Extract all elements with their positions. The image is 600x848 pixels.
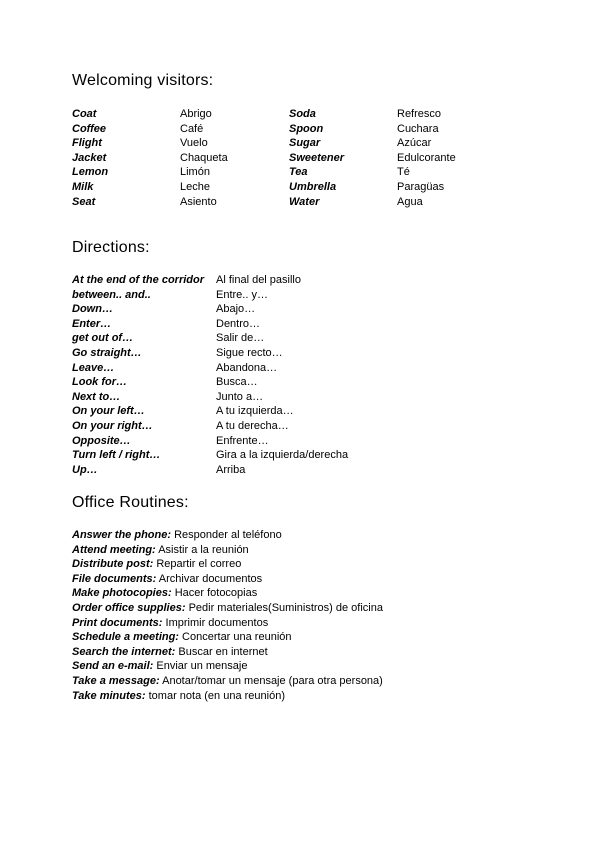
direction-translation: A tu izquierda… [216,405,294,418]
routine-item [72,543,383,558]
welcoming-left-translations [180,107,228,209]
direction-term: between.. and.. [72,288,151,301]
routine-term: Distribute post: [72,558,154,571]
direction-translation: Junto a… [216,390,264,403]
vocab-translation: Asiento [180,195,217,208]
direction-translation: Enfrente… [216,434,269,447]
vocab-translation: Edulcorante [397,151,456,164]
routine-term: Send an e-mail: [72,660,154,673]
vocab-translation: Té [397,166,410,179]
direction-term: Opposite… [72,434,131,447]
direction-term: Up… [72,463,98,476]
vocab-term: Coffee [72,122,107,135]
directions-terms [72,273,204,477]
direction-translation: Sigue recto… [216,346,283,359]
vocab-term: Sweetener [289,151,345,164]
directions-heading: Directions: [72,239,150,256]
direction-translation: Dentro… [216,317,261,330]
direction-term: Leave… [72,361,115,374]
routine-translation: Buscar en internet [178,645,268,658]
direction-translation: Salir de… [216,332,265,345]
direction-term: On your left… [72,405,145,418]
vocab-term: Sugar [289,137,321,150]
directions-translations [216,273,348,477]
routine-term: Take a message: [72,674,160,687]
routine-item [72,674,383,689]
welcoming-right-translations [397,107,456,209]
routine-translation: tomar nota (en una reunión) [148,689,285,702]
routine-translation: Responder al teléfono [174,529,282,541]
vocab-translation: Azúcar [397,137,432,150]
routine-item [72,586,383,601]
direction-term: Go straight… [72,346,142,359]
direction-translation: Gira a la izquierda/derecha [216,449,349,462]
direction-translation: Busca… [216,376,258,389]
routine-term: Print documents: [72,616,163,629]
direction-term: Look for… [72,376,127,389]
routine-translation: Enviar un mensaje [156,660,248,673]
routine-translation: Archivar documentos [158,572,263,585]
office-routines-heading: Office Routines: [72,494,189,511]
routine-term: Take minutes: [72,689,146,702]
routine-translation: Hacer fotocopias [174,587,258,600]
vocab-term: Lemon [72,166,109,179]
routine-item [72,528,383,543]
direction-translation: Abajo… [216,303,256,316]
routine-translation: Pedir materiales(Suministros) de oficina [188,601,383,614]
vocab-translation: Vuelo [180,137,208,150]
vocab-term: Flight [72,137,102,150]
welcoming-heading: Welcoming visitors: [72,72,214,89]
routine-translation: Anotar/tomar un mensaje (para otra persona) [162,674,383,687]
vocab-translation: Leche [180,180,210,193]
welcoming-left-terms [72,107,108,209]
routine-term: Order office supplies: [72,601,186,614]
routine-translation: Repartir el correo [156,558,242,571]
direction-term: Enter… [72,317,112,330]
direction-translation: Abandona… [216,361,278,374]
vocab-term: Jacket [72,151,107,164]
routine-item [72,630,383,645]
vocab-term: Soda [289,108,316,120]
vocab-translation: Paragüas [397,180,445,193]
direction-term: Down… [72,303,113,316]
office-routines-list [72,528,383,703]
routine-item [72,557,383,572]
direction-translation: Entre.. y… [216,288,268,301]
routine-item [72,689,383,704]
vocab-term: Seat [72,195,96,208]
vocab-translation: Abrigo [180,108,212,120]
vocab-term: Milk [72,180,94,193]
vocab-translation: Agua [397,195,423,208]
routine-translation: Asistir a la reunión [158,543,249,556]
vocab-term: Water [289,195,320,208]
routine-term: Make photocopies: [72,587,172,600]
direction-term: On your right… [72,419,153,432]
routine-item [72,572,383,587]
routine-term: Attend meeting: [72,543,156,556]
vocab-term: Spoon [289,122,324,135]
direction-term: get out of… [72,332,134,345]
direction-translation: Arriba [216,463,246,476]
vocab-translation: Limón [180,166,210,179]
routine-translation: Concertar una reunión [182,631,292,644]
welcoming-right-terms [289,107,344,209]
routine-item [72,601,383,616]
vocab-translation: Cuchara [397,122,439,135]
vocab-translation: Refresco [397,108,442,120]
vocab-translation: Chaqueta [180,151,228,164]
vocab-term: Tea [289,166,308,179]
routine-item [72,659,383,674]
routine-term: File documents: [72,572,157,585]
direction-term: At the end of the corridor [72,274,204,286]
direction-term: Next to… [72,390,121,403]
routine-term: Search the internet: [72,645,176,658]
direction-term: Turn left / right… [72,449,161,462]
routine-term: Schedule a meeting: [72,631,179,644]
vocab-term: Coat [72,108,97,120]
direction-translation: Al final del pasillo [216,274,301,286]
direction-translation: A tu derecha… [216,419,289,432]
routine-term: Answer the phone: [72,529,172,541]
vocab-term: Umbrella [289,180,337,193]
vocab-translation: Café [180,122,204,135]
routine-item [72,616,383,631]
routine-item [72,645,383,660]
routine-translation: Imprimir documentos [165,616,269,629]
